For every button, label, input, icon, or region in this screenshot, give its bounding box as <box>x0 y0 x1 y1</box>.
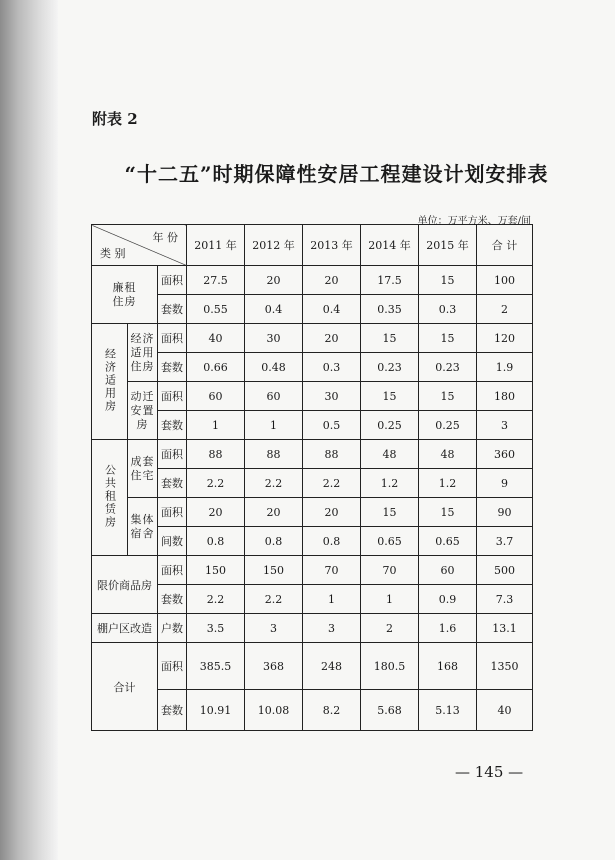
value-cell: 20 <box>303 266 361 295</box>
table-row <box>92 324 533 353</box>
value-cell: 8.2 <box>303 690 361 731</box>
value-cell: 10.08 <box>245 690 303 731</box>
diag-category-label: 类 别 <box>100 247 126 260</box>
group-xianjia: 限价商品房 <box>92 556 158 614</box>
value-cell: 0.4 <box>245 295 303 324</box>
value-cell: 20 <box>187 498 245 527</box>
value-cell: 30 <box>303 382 361 411</box>
measure-cell: 面积 <box>158 324 187 353</box>
value-cell: 360 <box>477 440 533 469</box>
measure-cell: 套数 <box>158 353 187 382</box>
value-cell: 9 <box>477 469 533 498</box>
table-row <box>92 440 533 469</box>
value-cell: 2.2 <box>303 469 361 498</box>
value-cell: 88 <box>187 440 245 469</box>
value-cell: 3 <box>245 614 303 643</box>
page-title: “十二五”时期保障性安居工程建设计划安排表 <box>124 162 549 186</box>
value-cell: 7.3 <box>477 585 533 614</box>
measure-cell: 面积 <box>158 498 187 527</box>
table-row <box>92 585 533 614</box>
value-cell: 180.5 <box>361 643 419 690</box>
measure-cell: 户数 <box>158 614 187 643</box>
group-gonggong-label: 公共租赁房 <box>103 463 117 529</box>
value-cell: 70 <box>303 556 361 585</box>
value-cell: 0.65 <box>419 527 477 556</box>
value-cell: 0.23 <box>361 353 419 382</box>
value-cell: 150 <box>245 556 303 585</box>
value-cell: 0.25 <box>419 411 477 440</box>
year-header-2014: 2014 年 <box>361 225 419 266</box>
table-row <box>92 295 533 324</box>
value-cell: 60 <box>187 382 245 411</box>
table-row <box>92 469 533 498</box>
group-jingji <box>92 324 128 440</box>
value-cell: 2.2 <box>245 585 303 614</box>
measure-cell: 套数 <box>158 585 187 614</box>
measure-cell: 面积 <box>158 556 187 585</box>
table-row <box>92 690 533 731</box>
value-cell: 20 <box>303 324 361 353</box>
measure-cell: 套数 <box>158 690 187 731</box>
value-cell: 2.2 <box>187 469 245 498</box>
measure-cell: 面积 <box>158 266 187 295</box>
diagonal-header-cell <box>92 225 187 266</box>
value-cell: 15 <box>361 498 419 527</box>
subgroup-dqaz-label: 动迁安置房 <box>130 389 155 431</box>
measure-cell: 面积 <box>158 643 187 690</box>
value-cell: 48 <box>361 440 419 469</box>
measure-cell: 套数 <box>158 469 187 498</box>
diag-year-label: 年 份 <box>152 231 179 244</box>
value-cell: 60 <box>419 556 477 585</box>
value-cell: 0.35 <box>361 295 419 324</box>
year-header-2012: 2012 年 <box>245 225 303 266</box>
measure-cell: 间数 <box>158 527 187 556</box>
value-cell: 2.2 <box>187 585 245 614</box>
value-cell: 1.6 <box>419 614 477 643</box>
total-header: 合 计 <box>477 225 533 266</box>
value-cell: 1 <box>187 411 245 440</box>
value-cell: 5.13 <box>419 690 477 731</box>
value-cell: 0.65 <box>361 527 419 556</box>
value-cell: 385.5 <box>187 643 245 690</box>
value-cell: 90 <box>477 498 533 527</box>
year-header-2013: 2013 年 <box>303 225 361 266</box>
year-header-2015: 2015 年 <box>419 225 477 266</box>
value-cell: 1 <box>361 585 419 614</box>
value-cell: 0.8 <box>303 527 361 556</box>
value-cell: 10.91 <box>187 690 245 731</box>
value-cell: 150 <box>187 556 245 585</box>
group-gonggong <box>92 440 128 556</box>
value-cell: 180 <box>477 382 533 411</box>
value-cell: 15 <box>419 382 477 411</box>
value-cell: 27.5 <box>187 266 245 295</box>
subgroup-jtss <box>128 498 158 556</box>
value-cell: 0.3 <box>419 295 477 324</box>
value-cell: 15 <box>361 382 419 411</box>
table-row <box>92 498 533 527</box>
value-cell: 3.5 <box>187 614 245 643</box>
value-cell: 88 <box>245 440 303 469</box>
value-cell: 20 <box>245 498 303 527</box>
header-row <box>92 225 533 266</box>
value-cell: 0.25 <box>361 411 419 440</box>
table-row <box>92 556 533 585</box>
value-cell: 368 <box>245 643 303 690</box>
value-cell: 70 <box>361 556 419 585</box>
table-row <box>92 411 533 440</box>
subgroup-ctzz-label: 成套住宅 <box>130 454 155 482</box>
table-row <box>92 382 533 411</box>
value-cell: 5.68 <box>361 690 419 731</box>
value-cell: 248 <box>303 643 361 690</box>
value-cell: 168 <box>419 643 477 690</box>
value-cell: 3 <box>303 614 361 643</box>
value-cell: 3.7 <box>477 527 533 556</box>
group-lianzu-label: 廉租住房 <box>112 280 137 308</box>
value-cell: 15 <box>419 324 477 353</box>
measure-cell: 套数 <box>158 295 187 324</box>
value-cell: 0.23 <box>419 353 477 382</box>
value-cell: 15 <box>361 324 419 353</box>
value-cell: 1 <box>303 585 361 614</box>
value-cell: 0.66 <box>187 353 245 382</box>
value-cell: 3 <box>477 411 533 440</box>
plan-table <box>91 224 533 731</box>
value-cell: 15 <box>419 266 477 295</box>
subgroup-dqaz <box>128 382 158 440</box>
value-cell: 2 <box>477 295 533 324</box>
value-cell: 1.9 <box>477 353 533 382</box>
subgroup-jtss-label: 集体宿舍 <box>130 512 155 540</box>
subgroup-jjsy <box>128 324 158 382</box>
value-cell: 0.8 <box>245 527 303 556</box>
group-penghu: 棚户区改造 <box>92 614 158 643</box>
value-cell: 30 <box>245 324 303 353</box>
measure-cell: 面积 <box>158 382 187 411</box>
value-cell: 0.5 <box>303 411 361 440</box>
value-cell: 2.2 <box>245 469 303 498</box>
table-row <box>92 643 533 690</box>
value-cell: 0.55 <box>187 295 245 324</box>
value-cell: 1.2 <box>361 469 419 498</box>
group-lianzu <box>92 266 158 324</box>
value-cell: 15 <box>419 498 477 527</box>
value-cell: 13.1 <box>477 614 533 643</box>
year-header-2011: 2011 年 <box>187 225 245 266</box>
value-cell: 17.5 <box>361 266 419 295</box>
measure-cell: 面积 <box>158 440 187 469</box>
value-cell: 0.48 <box>245 353 303 382</box>
table-row <box>92 614 533 643</box>
table-row <box>92 266 533 295</box>
value-cell: 0.9 <box>419 585 477 614</box>
table-row <box>92 527 533 556</box>
subgroup-jjsy-label: 经济适用住房 <box>130 331 155 373</box>
value-cell: 20 <box>303 498 361 527</box>
appendix-label: 附表 2 <box>92 110 138 128</box>
value-cell: 60 <box>245 382 303 411</box>
group-jingji-label: 经济适用房 <box>103 347 117 413</box>
table-row <box>92 353 533 382</box>
value-cell: 0.3 <box>303 353 361 382</box>
value-cell: 500 <box>477 556 533 585</box>
value-cell: 0.4 <box>303 295 361 324</box>
value-cell: 1 <box>245 411 303 440</box>
value-cell: 1.2 <box>419 469 477 498</box>
value-cell: 88 <box>303 440 361 469</box>
value-cell: 0.8 <box>187 527 245 556</box>
value-cell: 48 <box>419 440 477 469</box>
value-cell: 120 <box>477 324 533 353</box>
value-cell: 40 <box>477 690 533 731</box>
value-cell: 20 <box>245 266 303 295</box>
value-cell: 1350 <box>477 643 533 690</box>
unit-note: 单位：万平方米、万套/间 <box>417 216 531 227</box>
measure-cell: 套数 <box>158 411 187 440</box>
page-number: — 145 — <box>455 763 524 781</box>
value-cell: 100 <box>477 266 533 295</box>
group-total: 合计 <box>92 643 158 731</box>
value-cell: 2 <box>361 614 419 643</box>
subgroup-ctzz <box>128 440 158 498</box>
value-cell: 40 <box>187 324 245 353</box>
book-spine-shadow <box>0 0 58 860</box>
